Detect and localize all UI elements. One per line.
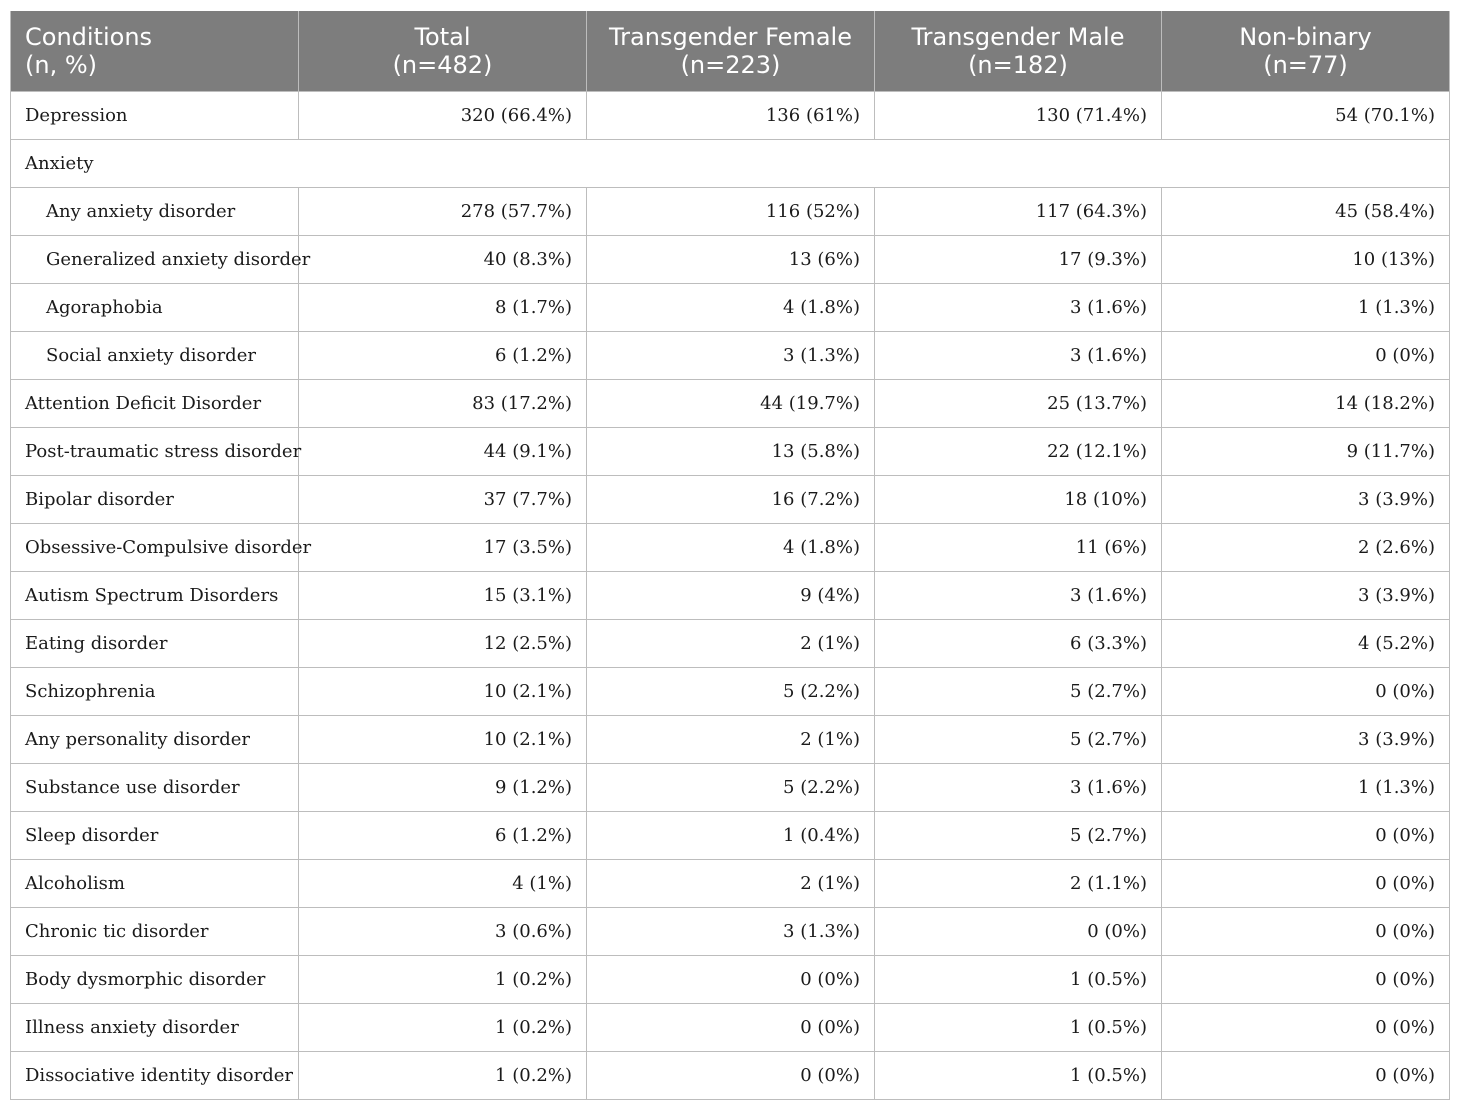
header-total-line1: Total bbox=[414, 22, 471, 51]
transgender-male-cell: 1 (0.5%) bbox=[875, 1051, 1162, 1099]
header-transgender-male-line1: Transgender Male bbox=[911, 22, 1125, 51]
non-binary-cell: 9 (11.7%) bbox=[1162, 427, 1450, 475]
total-cell: 6 (1.2%) bbox=[299, 331, 587, 379]
non-binary-cell: 10 (13%) bbox=[1162, 235, 1450, 283]
table-row bbox=[11, 571, 1450, 619]
condition-label: Attention Deficit Disorder bbox=[11, 379, 299, 427]
transgender-female-cell: 5 (2.2%) bbox=[587, 763, 875, 811]
total-cell: 10 (2.1%) bbox=[299, 667, 587, 715]
table-row bbox=[11, 715, 1450, 763]
total-cell: 1 (0.2%) bbox=[299, 955, 587, 1003]
non-binary-cell: 45 (58.4%) bbox=[1162, 187, 1450, 235]
header-transgender-female-line2: (n=223) bbox=[680, 50, 781, 79]
transgender-female-cell: 136 (61%) bbox=[587, 91, 875, 139]
transgender-male-cell: 18 (10%) bbox=[875, 475, 1162, 523]
transgender-female-cell: 16 (7.2%) bbox=[587, 475, 875, 523]
transgender-female-cell: 5 (2.2%) bbox=[587, 667, 875, 715]
non-binary-cell: 0 (0%) bbox=[1162, 859, 1450, 907]
transgender-female-cell: 13 (5.8%) bbox=[587, 427, 875, 475]
header-row bbox=[11, 11, 1450, 91]
condition-label: Schizophrenia bbox=[11, 667, 299, 715]
table-row bbox=[11, 1051, 1450, 1099]
total-cell: 40 (8.3%) bbox=[299, 235, 587, 283]
transgender-female-cell: 2 (1%) bbox=[587, 715, 875, 763]
transgender-male-cell: 0 (0%) bbox=[875, 907, 1162, 955]
non-binary-cell: 3 (3.9%) bbox=[1162, 715, 1450, 763]
transgender-female-cell: 0 (0%) bbox=[587, 1051, 875, 1099]
non-binary-cell: 3 (3.9%) bbox=[1162, 475, 1450, 523]
non-binary-cell: 0 (0%) bbox=[1162, 907, 1450, 955]
transgender-female-cell: 4 (1.8%) bbox=[587, 523, 875, 571]
total-cell: 278 (57.7%) bbox=[299, 187, 587, 235]
condition-label: Depression bbox=[11, 91, 299, 139]
transgender-female-cell: 9 (4%) bbox=[587, 571, 875, 619]
condition-label: Dissociative identity disorder bbox=[11, 1051, 299, 1099]
table-row bbox=[11, 91, 1450, 139]
condition-label: Any personality disorder bbox=[11, 715, 299, 763]
transgender-female-cell: 0 (0%) bbox=[587, 1003, 875, 1051]
condition-label: Body dysmorphic disorder bbox=[11, 955, 299, 1003]
transgender-male-cell: 3 (1.6%) bbox=[875, 331, 1162, 379]
non-binary-cell: 0 (0%) bbox=[1162, 1003, 1450, 1051]
transgender-male-cell: 22 (12.1%) bbox=[875, 427, 1162, 475]
transgender-male-cell: 3 (1.6%) bbox=[875, 283, 1162, 331]
condition-label: Chronic tic disorder bbox=[11, 907, 299, 955]
transgender-female-cell: 4 (1.8%) bbox=[587, 283, 875, 331]
condition-label: Social anxiety disorder bbox=[11, 331, 299, 379]
header-non-binary-line1: Non-binary bbox=[1239, 22, 1372, 51]
transgender-male-cell: 3 (1.6%) bbox=[875, 763, 1162, 811]
transgender-female-cell: 13 (6%) bbox=[587, 235, 875, 283]
condition-label: Post-traumatic stress disorder bbox=[11, 427, 299, 475]
header-non-binary-line2: (n=77) bbox=[1263, 50, 1348, 79]
header-transgender-female bbox=[587, 11, 875, 91]
condition-label: Sleep disorder bbox=[11, 811, 299, 859]
total-cell: 15 (3.1%) bbox=[299, 571, 587, 619]
conditions-table-container bbox=[10, 11, 1449, 1100]
section-label: Anxiety bbox=[11, 139, 1450, 187]
table-row bbox=[11, 427, 1450, 475]
table-row bbox=[11, 907, 1450, 955]
total-cell: 3 (0.6%) bbox=[299, 907, 587, 955]
table-row bbox=[11, 331, 1450, 379]
transgender-male-cell: 117 (64.3%) bbox=[875, 187, 1162, 235]
transgender-male-cell: 5 (2.7%) bbox=[875, 667, 1162, 715]
total-cell: 320 (66.4%) bbox=[299, 91, 587, 139]
non-binary-cell: 2 (2.6%) bbox=[1162, 523, 1450, 571]
non-binary-cell: 0 (0%) bbox=[1162, 955, 1450, 1003]
table-row bbox=[11, 859, 1450, 907]
non-binary-cell: 1 (1.3%) bbox=[1162, 763, 1450, 811]
table-row bbox=[11, 811, 1450, 859]
transgender-female-cell: 3 (1.3%) bbox=[587, 331, 875, 379]
non-binary-cell: 54 (70.1%) bbox=[1162, 91, 1450, 139]
non-binary-cell: 1 (1.3%) bbox=[1162, 283, 1450, 331]
header-transgender-male bbox=[875, 11, 1162, 91]
conditions-table bbox=[10, 11, 1450, 1100]
total-cell: 44 (9.1%) bbox=[299, 427, 587, 475]
header-transgender-male-line2: (n=182) bbox=[968, 50, 1068, 79]
header-non-binary bbox=[1162, 11, 1450, 91]
table-row bbox=[11, 1003, 1450, 1051]
total-cell: 6 (1.2%) bbox=[299, 811, 587, 859]
transgender-female-cell: 2 (1%) bbox=[587, 619, 875, 667]
total-cell: 17 (3.5%) bbox=[299, 523, 587, 571]
condition-label: Generalized anxiety disorder bbox=[11, 235, 299, 283]
total-cell: 37 (7.7%) bbox=[299, 475, 587, 523]
non-binary-cell: 14 (18.2%) bbox=[1162, 379, 1450, 427]
condition-label: Agoraphobia bbox=[11, 283, 299, 331]
transgender-female-cell: 2 (1%) bbox=[587, 859, 875, 907]
transgender-male-cell: 2 (1.1%) bbox=[875, 859, 1162, 907]
transgender-male-cell: 11 (6%) bbox=[875, 523, 1162, 571]
table-row bbox=[11, 283, 1450, 331]
total-cell: 10 (2.1%) bbox=[299, 715, 587, 763]
condition-label: Illness anxiety disorder bbox=[11, 1003, 299, 1051]
condition-label: Substance use disorder bbox=[11, 763, 299, 811]
transgender-male-cell: 17 (9.3%) bbox=[875, 235, 1162, 283]
transgender-male-cell: 130 (71.4%) bbox=[875, 91, 1162, 139]
non-binary-cell: 0 (0%) bbox=[1162, 811, 1450, 859]
total-cell: 4 (1%) bbox=[299, 859, 587, 907]
total-cell: 1 (0.2%) bbox=[299, 1003, 587, 1051]
table-row bbox=[11, 619, 1450, 667]
transgender-male-cell: 6 (3.3%) bbox=[875, 619, 1162, 667]
transgender-male-cell: 1 (0.5%) bbox=[875, 1003, 1162, 1051]
transgender-male-cell: 3 (1.6%) bbox=[875, 571, 1162, 619]
total-cell: 1 (0.2%) bbox=[299, 1051, 587, 1099]
non-binary-cell: 0 (0%) bbox=[1162, 1051, 1450, 1099]
non-binary-cell: 3 (3.9%) bbox=[1162, 571, 1450, 619]
table-row bbox=[11, 235, 1450, 283]
table-row bbox=[11, 523, 1450, 571]
non-binary-cell: 0 (0%) bbox=[1162, 667, 1450, 715]
header-total bbox=[299, 11, 587, 91]
transgender-male-cell: 1 (0.5%) bbox=[875, 955, 1162, 1003]
non-binary-cell: 4 (5.2%) bbox=[1162, 619, 1450, 667]
condition-label: Obsessive-Compulsive disorder bbox=[11, 523, 299, 571]
transgender-female-cell: 3 (1.3%) bbox=[587, 907, 875, 955]
table-body bbox=[11, 91, 1450, 1099]
condition-label: Alcoholism bbox=[11, 859, 299, 907]
table-row bbox=[11, 667, 1450, 715]
transgender-female-cell: 116 (52%) bbox=[587, 187, 875, 235]
header-conditions bbox=[11, 11, 299, 91]
table-row bbox=[11, 475, 1450, 523]
transgender-female-cell: 0 (0%) bbox=[587, 955, 875, 1003]
header-conditions-line1: Conditions bbox=[25, 22, 153, 51]
table-row bbox=[11, 955, 1450, 1003]
transgender-female-cell: 1 (0.4%) bbox=[587, 811, 875, 859]
table-header bbox=[11, 11, 1450, 91]
total-cell: 8 (1.7%) bbox=[299, 283, 587, 331]
non-binary-cell: 0 (0%) bbox=[1162, 331, 1450, 379]
header-total-line2: (n=482) bbox=[392, 50, 493, 79]
table-row bbox=[11, 379, 1450, 427]
condition-label: Autism Spectrum Disorders bbox=[11, 571, 299, 619]
total-cell: 12 (2.5%) bbox=[299, 619, 587, 667]
section-row bbox=[11, 139, 1450, 187]
table-row bbox=[11, 187, 1450, 235]
condition-label: Any anxiety disorder bbox=[11, 187, 299, 235]
table-row bbox=[11, 763, 1450, 811]
transgender-male-cell: 5 (2.7%) bbox=[875, 715, 1162, 763]
transgender-male-cell: 5 (2.7%) bbox=[875, 811, 1162, 859]
total-cell: 83 (17.2%) bbox=[299, 379, 587, 427]
condition-label: Eating disorder bbox=[11, 619, 299, 667]
condition-label: Bipolar disorder bbox=[11, 475, 299, 523]
transgender-female-cell: 44 (19.7%) bbox=[587, 379, 875, 427]
transgender-male-cell: 25 (13.7%) bbox=[875, 379, 1162, 427]
header-conditions-line2: (n, %) bbox=[25, 50, 97, 79]
total-cell: 9 (1.2%) bbox=[299, 763, 587, 811]
header-transgender-female-line1: Transgender Female bbox=[609, 22, 852, 51]
